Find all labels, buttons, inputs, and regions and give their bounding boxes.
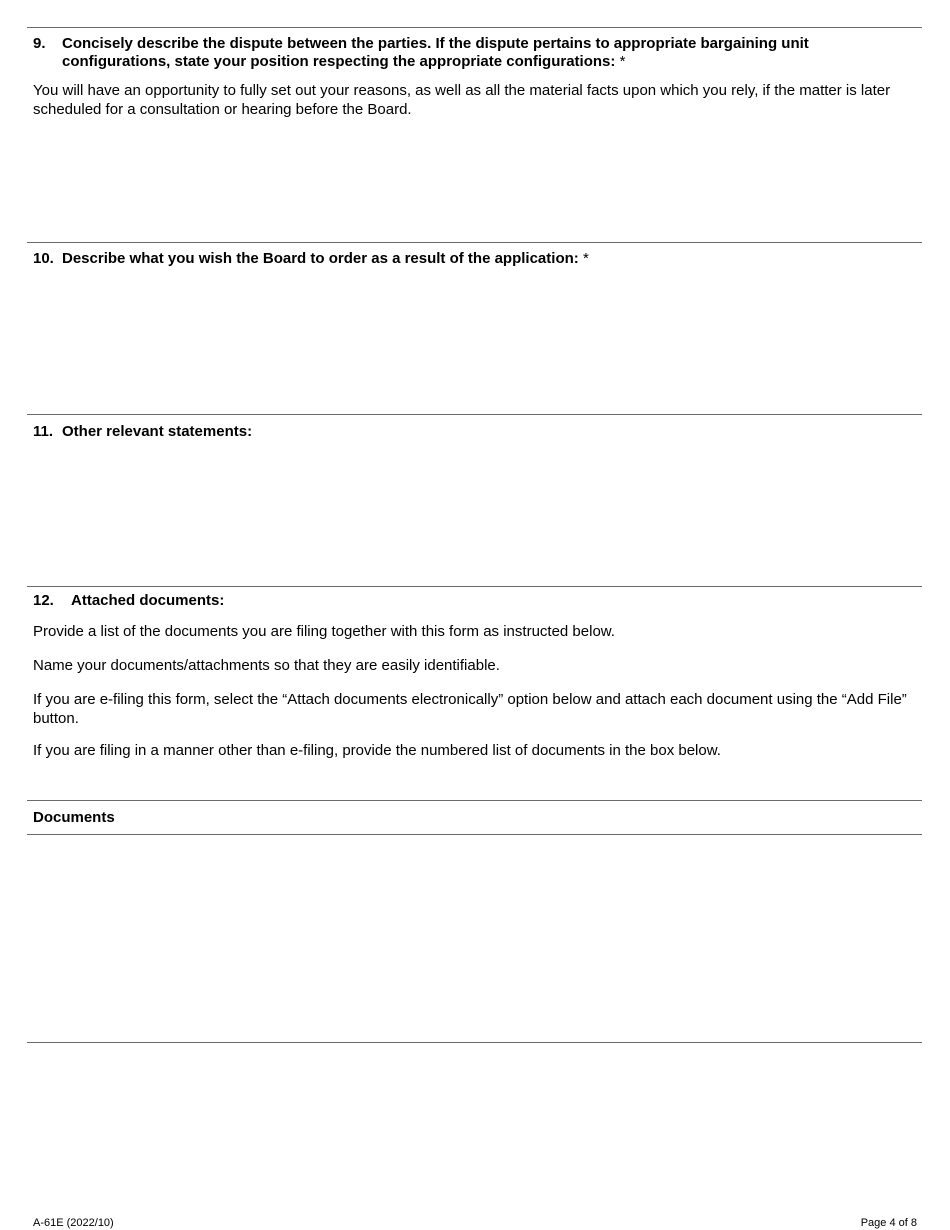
divider (27, 414, 922, 415)
documents-header: Documents (33, 809, 115, 826)
divider (27, 242, 922, 243)
documents-list-field[interactable] (28, 836, 921, 1040)
question-10-label: Describe what you wish the Board to order as a result of the application: (62, 250, 579, 267)
divider (27, 834, 922, 835)
question-12-label: Attached documents: (71, 592, 225, 609)
question-11-heading (33, 423, 252, 441)
question-10-answer-field[interactable] (28, 274, 921, 410)
instruction-text: If you are e-filing this form, select the “Attach documents electronically” option below and attach each document using the “Add File” button. (33, 691, 907, 727)
question-number: 9. (33, 35, 46, 52)
question-9-help-text: You will have an opportunity to fully set out your reasons, as well as all the material facts upon which you rely, if the matter is later scheduled for a consultation or hearing before the Board. (33, 82, 891, 118)
question-9-answer-field[interactable] (28, 122, 921, 238)
required-marker: * (619, 53, 626, 70)
required-marker: * (582, 250, 589, 267)
divider (27, 800, 922, 801)
question-9-heading (33, 35, 809, 71)
divider (27, 586, 922, 587)
instruction-text: If you are filing in a manner other than e-filing, provide the numbered list of documents in the box below. (33, 742, 721, 759)
question-9-label-line1: Concisely describe the dispute between the parties. If the dispute pertains to appropriate bargaining unit (62, 35, 809, 52)
question-11-answer-field[interactable] (28, 446, 921, 582)
question-10-heading (33, 250, 589, 268)
divider (27, 27, 922, 28)
question-12-heading (33, 592, 224, 610)
question-9-label-line2: configurations, state your position respecting the appropriate configurations: (62, 53, 616, 70)
question-number: 12. (33, 592, 54, 609)
form-id: A-61E (2022/10) (33, 1217, 114, 1229)
divider (27, 1042, 922, 1043)
question-number: 10. (33, 250, 54, 267)
question-11-label: Other relevant statements: (62, 423, 253, 440)
instruction-text: Name your documents/attachments so that they are easily identifiable. (33, 657, 500, 674)
instruction-text: Provide a list of the documents you are filing together with this form as instructed below. (33, 623, 615, 640)
question-number: 11. (33, 423, 54, 440)
page-number: Page 4 of 8 (860, 1217, 917, 1229)
